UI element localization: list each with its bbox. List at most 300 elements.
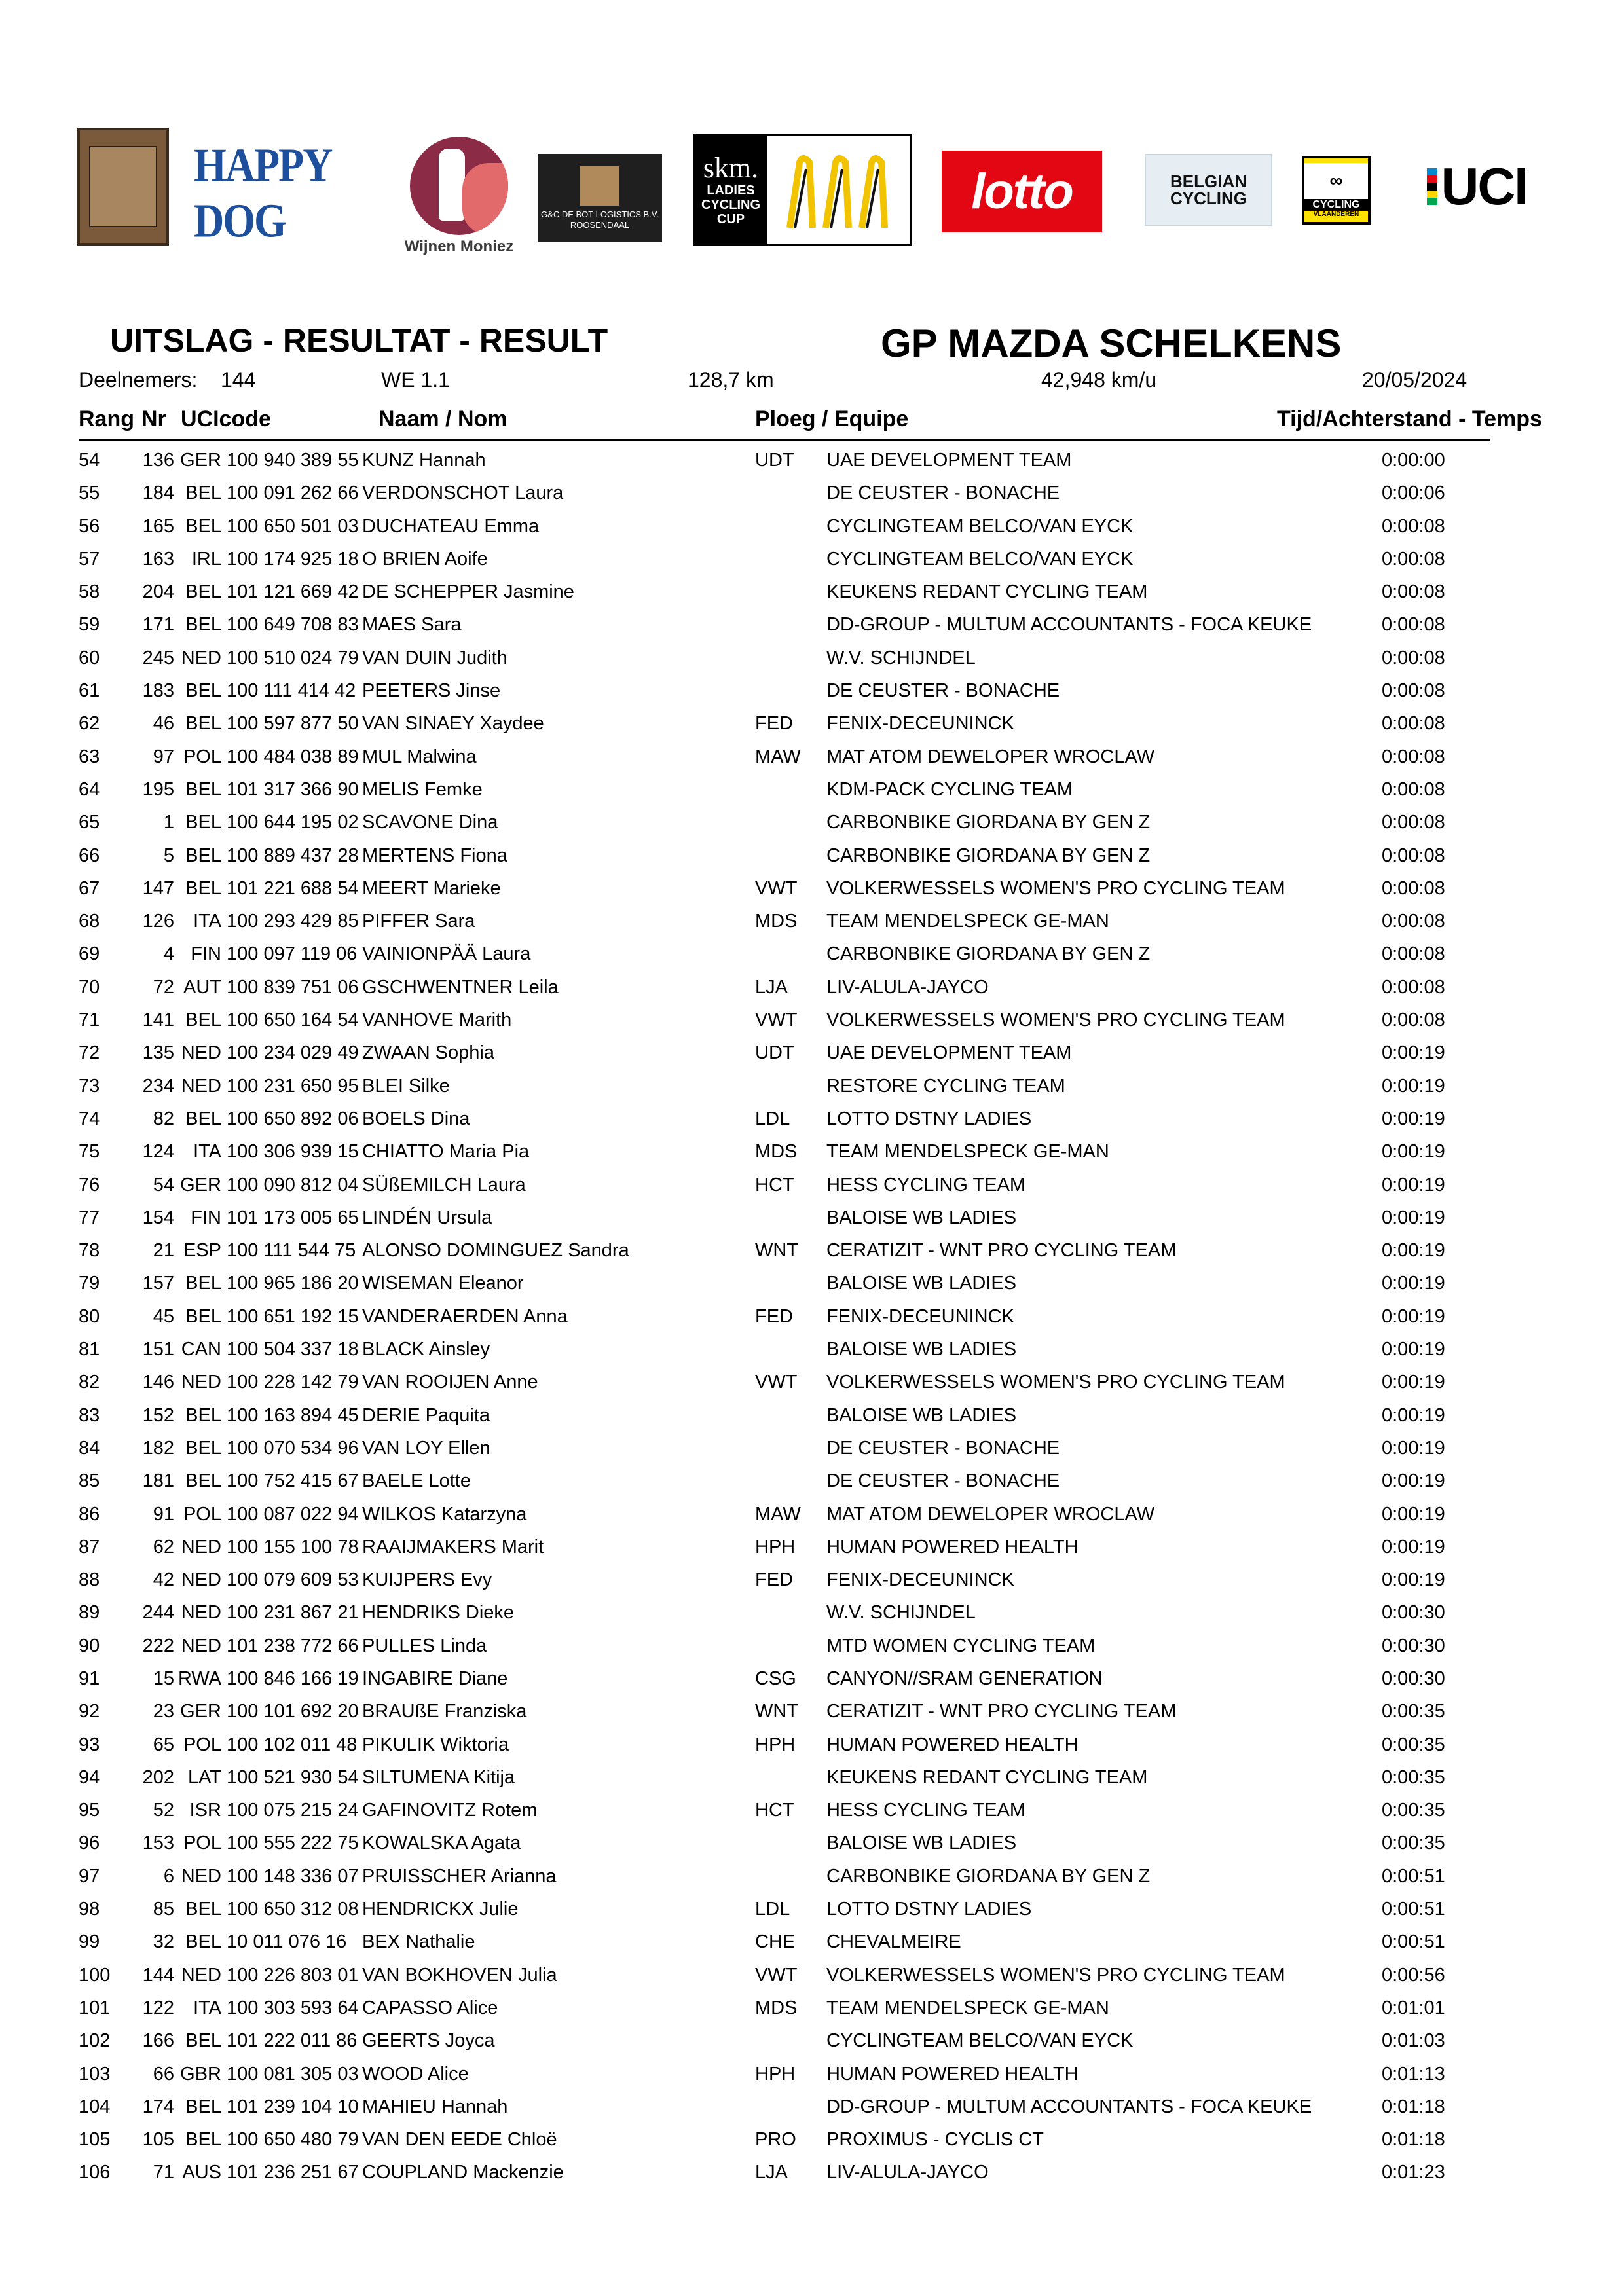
team-name-cell: DD-GROUP - MULTUM ACCOUNTANTS - FOCA KEUKE [826,2096,1312,2117]
team-name-cell: DE CEUSTER - BONACHE [826,483,1060,504]
team-name-cell: KEUKENS REDANT CYCLING TEAM [826,581,1148,603]
bib-number-cell: 72 [153,976,174,998]
uci-code-cell: 100 226 803 01 [227,1964,359,1986]
race-category: WE 1.1 [381,368,450,392]
team-name-cell: KDM-PACK CYCLING TEAM [826,778,1073,800]
bib-number-cell: 152 [142,1404,174,1426]
uci-code-cell: 100 650 312 08 [227,1899,359,1920]
rank-cell: 58 [79,581,100,603]
time-gap-cell: 0:00:51 [1382,1899,1445,1920]
rider-name-cell: O BRIEN Aoife [362,548,488,570]
time-gap-cell: 0:00:19 [1382,1437,1445,1459]
rider-name-cell: PIFFER Sara [362,911,475,932]
bib-number-cell: 181 [142,1470,174,1492]
country-cell: BEL [185,1010,221,1031]
rank-cell: 103 [79,2063,111,2085]
table-row [0,1267,1624,1300]
time-gap-cell: 0:00:35 [1382,1832,1445,1854]
team-name-cell: UAE DEVELOPMENT TEAM [826,1042,1072,1064]
uci-code-cell: 101 222 011 86 [227,2030,358,2052]
time-gap-cell: 0:00:19 [1382,1536,1445,1558]
country-cell: ITA [193,1141,221,1163]
country-cell: AUS [182,2162,221,2183]
bib-number-cell: 85 [153,1899,174,1920]
team-name-cell: CHEVALMEIRE [826,1931,961,1953]
skm-ladies-cycling-cup-logo [693,134,912,246]
team-code-cell: MDS [755,911,798,932]
bib-number-cell: 21 [153,1240,174,1262]
uci-code-cell: 100 111 544 75 [227,1240,356,1262]
rider-name-cell: PEETERS Jinse [362,680,501,702]
uci-code-cell: 100 650 480 79 [227,2129,359,2151]
country-cell: ITA [193,911,221,932]
country-cell: IRL [191,548,221,570]
wine-bottle-icon [410,137,508,235]
degebot-mark-icon [580,166,619,206]
rank-cell: 67 [79,877,100,899]
team-code-cell: VWT [755,1964,798,1986]
rider-name-cell: WILKOS Katarzyna [362,1503,527,1525]
table-row [0,444,1624,477]
country-cell: NED [181,1964,221,1986]
table-row [0,707,1624,740]
country-cell: BEL [185,483,221,504]
bib-number-cell: 15 [153,1667,174,1689]
rider-name-cell: INGABIRE Diane [362,1667,508,1689]
rank-cell: 79 [79,1273,100,1294]
rider-name-cell: DERIE Paquita [362,1404,490,1426]
table-row [0,510,1624,543]
rider-name-cell: KUNZ Hannah [362,450,486,471]
country-cell: NED [181,647,221,668]
rank-cell: 81 [79,1339,100,1360]
rank-cell: 78 [79,1240,100,1262]
rank-cell: 66 [79,845,100,866]
rank-cell: 99 [79,1931,100,1953]
team-name-cell: FENIX-DECEUNINCK [826,1305,1014,1327]
belgian-cycling-logo [1145,154,1272,226]
team-name-cell: UAE DEVELOPMENT TEAM [826,450,1072,471]
bib-number-cell: 52 [153,1800,174,1821]
rider-name-cell: COUPLAND Mackenzie [362,2162,564,2183]
country-cell: GER [180,450,221,471]
rider-name-cell: VANHOVE Marith [362,1010,512,1031]
rider-name-cell: MAHIEU Hannah [362,2096,508,2117]
rank-cell: 93 [79,1734,100,1755]
rank-cell: 105 [79,2129,111,2151]
country-cell: NED [181,1569,221,1591]
team-code-cell: LJA [755,2162,788,2183]
uci-code-cell: 100 228 142 79 [227,1372,359,1393]
time-gap-cell: 0:00:19 [1382,1141,1445,1163]
rank-cell: 61 [79,680,100,702]
cyclists-icon [777,149,904,234]
rider-name-cell: VAN SINAEY Xaydee [362,713,544,735]
bib-number-cell: 65 [153,1734,174,1755]
team-code-cell: CHE [755,1931,796,1953]
country-cell: BEL [185,2030,221,2052]
time-gap-cell: 0:00:19 [1382,1339,1445,1360]
time-gap-cell: 0:00:08 [1382,877,1445,899]
team-name-cell: CANYON//SRAM GENERATION [826,1667,1103,1689]
table-row [0,806,1624,839]
bib-number-cell: 195 [142,778,174,800]
table-row [0,773,1624,806]
team-name-cell: BALOISE WB LADIES [826,1404,1017,1426]
rank-cell: 65 [79,812,100,833]
bib-number-cell: 151 [142,1339,174,1360]
table-row [0,1300,1624,1333]
bib-number-cell: 4 [163,943,174,965]
time-gap-cell: 0:00:08 [1382,746,1445,767]
table-row [0,575,1624,608]
uci-code-cell: 101 239 104 10 [227,2096,359,2117]
table-row [0,608,1624,641]
bib-number-cell: 165 [142,515,174,537]
cycling-vlaanderen-sublabel: VLAANDEREN [1313,210,1359,218]
uci-code-cell: 101 173 005 65 [227,1207,359,1228]
table-row [0,1498,1624,1531]
country-cell: ESP [183,1240,221,1262]
time-gap-cell: 0:00:00 [1382,450,1445,471]
bib-number-cell: 1 [163,812,174,833]
rider-name-cell: ZWAAN Sophia [362,1042,494,1064]
uci-code-cell: 100 839 751 06 [227,976,359,998]
country-cell: BEL [185,778,221,800]
rank-cell: 74 [79,1108,100,1129]
team-name-cell: VOLKERWESSELS WOMEN'S PRO CYCLING TEAM [826,877,1285,899]
bib-number-cell: 146 [142,1372,174,1393]
uci-code-cell: 100 650 164 54 [227,1010,359,1031]
country-cell: BEL [185,845,221,866]
rider-name-cell: BLEI Silke [362,1075,450,1097]
bib-number-cell: 91 [153,1503,174,1525]
team-name-cell: CARBONBIKE GIORDANA BY GEN Z [826,1865,1151,1887]
team-code-cell: WNT [755,1240,799,1262]
table-row [0,1893,1624,1925]
time-gap-cell: 0:00:06 [1382,483,1445,504]
rank-cell: 70 [79,976,100,998]
time-gap-cell: 0:01:18 [1382,2129,1445,2151]
table-row [0,1563,1624,1596]
skm-wordmark: skm. [703,152,759,184]
cycling-vlaanderen-logo [1302,156,1371,225]
country-cell: POL [183,1832,221,1854]
country-cell: ITA [193,1997,221,2018]
country-cell: BEL [185,1899,221,1920]
team-name-cell: LIV-ALULA-JAYCO [826,2162,989,2183]
rider-name-cell: SCAVONE Dina [362,812,498,833]
team-code-cell: WNT [755,1701,799,1722]
bib-number-cell: 46 [153,713,174,735]
team-code-cell: HCT [755,1800,794,1821]
team-code-cell: FED [755,713,793,735]
uci-code-cell: 100 155 100 78 [227,1536,359,1558]
rank-cell: 87 [79,1536,100,1558]
rank-cell: 71 [79,1010,100,1031]
header-divider [79,439,1490,441]
rainbow-stripes-icon [1427,168,1437,205]
bib-number-cell: 154 [142,1207,174,1228]
team-code-cell: VWT [755,1372,798,1393]
rank-cell: 97 [79,1865,100,1887]
team-name-cell: LOTTO DSTNY LADIES [826,1108,1032,1129]
time-gap-cell: 0:00:35 [1382,1701,1445,1722]
table-row [0,674,1624,707]
uci-code-cell: 101 317 366 90 [227,778,359,800]
team-code-cell: VWT [755,1010,798,1031]
country-cell: BEL [185,877,221,899]
team-code-cell: FED [755,1569,793,1591]
country-cell: NED [181,1075,221,1097]
country-cell: POL [183,746,221,767]
uci-code-cell: 100 090 812 04 [227,1174,359,1195]
uci-code-cell: 100 293 429 85 [227,911,359,932]
time-gap-cell: 0:00:19 [1382,1569,1445,1591]
country-cell: GBR [180,2063,221,2085]
time-gap-cell: 0:01:23 [1382,2162,1445,2183]
team-name-cell: VOLKERWESSELS WOMEN'S PRO CYCLING TEAM [826,1964,1285,1986]
team-name-cell: TEAM MENDELSPECK GE-MAN [826,1997,1109,2018]
bib-number-cell: 126 [142,911,174,932]
team-code-cell: MDS [755,1997,798,2018]
team-code-cell: CSG [755,1667,796,1689]
team-name-cell: KEUKENS REDANT CYCLING TEAM [826,1766,1148,1788]
uci-code-cell: 100 070 534 96 [227,1437,359,1459]
lotto-logo [942,151,1102,232]
rider-name-cell: VAINIONPÄÄ Laura [362,943,531,965]
table-row [0,872,1624,905]
rank-cell: 73 [79,1075,100,1097]
country-cell: BEL [185,1931,221,1953]
uci-code-cell: 101 238 772 66 [227,1635,359,1656]
time-gap-cell: 0:00:08 [1382,911,1445,932]
rank-cell: 54 [79,450,100,471]
rank-cell: 92 [79,1701,100,1722]
column-header-ploeg: Ploeg / Equipe [755,407,909,431]
uci-code-cell: 100 504 337 18 [227,1339,359,1360]
rank-cell: 102 [79,2030,111,2052]
time-gap-cell: 0:00:35 [1382,1800,1445,1821]
uci-code-cell: 100 148 336 07 [227,1865,359,1887]
time-gap-cell: 0:00:19 [1382,1305,1445,1327]
team-name-cell: TEAM MENDELSPECK GE-MAN [826,911,1109,932]
rider-name-cell: BAELE Lotte [362,1470,471,1492]
time-gap-cell: 0:00:08 [1382,581,1445,603]
rider-name-cell: VAN BOKHOVEN Julia [362,1964,557,1986]
team-name-cell: BALOISE WB LADIES [826,1273,1017,1294]
rank-cell: 96 [79,1832,100,1854]
uci-wordmark: UCI [1441,157,1528,215]
uci-logo [1413,151,1541,223]
uci-code-cell: 100 231 650 95 [227,1075,359,1097]
rider-name-cell: CHIATTO Maria Pia [362,1141,530,1163]
table-row [0,1630,1624,1662]
team-name-cell: MTD WOMEN CYCLING TEAM [826,1635,1096,1656]
bib-number-cell: 182 [142,1437,174,1459]
uci-code-cell: 100 111 414 42 [227,680,356,702]
rider-name-cell: MERTENS Fiona [362,845,507,866]
team-code-cell: MAW [755,746,801,767]
rider-name-cell: RAAIJMAKERS Marit [362,1536,544,1558]
time-gap-cell: 0:00:08 [1382,845,1445,866]
team-name-cell: CERATIZIT - WNT PRO CYCLING TEAM [826,1240,1177,1262]
team-code-cell: UDT [755,1042,794,1064]
bib-number-cell: 6 [163,1865,174,1887]
bib-number-cell: 166 [142,2030,174,2052]
degebot-label: G&C DE BOT LOGISTICS B.V. ROOSENDAAL [541,209,659,230]
country-cell: BEL [185,680,221,702]
uci-code-cell: 100 649 708 83 [227,614,359,636]
team-name-cell: TEAM MENDELSPECK GE-MAN [826,1141,1109,1163]
rider-name-cell: BOELS Dina [362,1108,470,1129]
rider-name-cell: CAPASSO Alice [362,1997,498,2018]
rider-name-cell: KOWALSKA Agata [362,1832,521,1854]
rank-cell: 85 [79,1470,100,1492]
table-row [0,2156,1624,2189]
rider-name-cell: GSCHWENTNER Leila [362,976,559,998]
uci-code-cell: 100 484 038 89 [227,746,359,767]
result-title: UITSLAG - RESULTAT - RESULT [110,322,608,359]
bib-number-cell: 153 [142,1832,174,1854]
team-name-cell: DE CEUSTER - BONACHE [826,680,1060,702]
uci-code-cell: 100 650 501 03 [227,515,359,537]
team-name-cell: PROXIMUS - CYCLIS CT [826,2129,1044,2151]
team-name-cell: CARBONBIKE GIORDANA BY GEN Z [826,943,1151,965]
table-row [0,740,1624,773]
time-gap-cell: 0:00:51 [1382,1865,1445,1887]
country-cell: BEL [185,812,221,833]
time-gap-cell: 0:00:19 [1382,1404,1445,1426]
time-gap-cell: 0:00:08 [1382,812,1445,833]
rank-cell: 104 [79,2096,111,2117]
bib-number-cell: 234 [142,1075,174,1097]
uci-code-cell: 100 889 437 28 [227,845,359,866]
table-row [0,1036,1624,1069]
rank-cell: 57 [79,548,100,570]
participants-label: Deelnemers: [79,368,198,392]
rider-name-cell: MAES Sara [362,614,462,636]
rank-cell: 76 [79,1174,100,1195]
table-row [0,1662,1624,1695]
table-row [0,1366,1624,1398]
time-gap-cell: 0:00:08 [1382,614,1445,636]
team-name-cell: VOLKERWESSELS WOMEN'S PRO CYCLING TEAM [826,1010,1285,1031]
uci-code-cell: 101 236 251 67 [227,2162,359,2183]
country-cell: NED [181,1042,221,1064]
team-name-cell: FENIX-DECEUNINCK [826,713,1014,735]
happy-dog-logo [194,138,367,247]
table-row [0,1399,1624,1432]
team-code-cell: HPH [755,1734,796,1755]
participants-count: 144 [220,368,256,392]
country-cell: GER [180,1701,221,1722]
rank-cell: 64 [79,778,100,800]
team-name-cell: CYCLINGTEAM BELCO/VAN EYCK [826,548,1134,570]
team-code-cell: HCT [755,1174,794,1195]
rider-name-cell: ALONSO DOMINGUEZ Sandra [362,1240,629,1262]
rank-cell: 59 [79,614,100,636]
uci-code-cell: 100 650 892 06 [227,1108,359,1129]
bib-number-cell: 157 [142,1273,174,1294]
uci-code-cell: 100 081 305 03 [227,2063,359,2085]
time-gap-cell: 0:00:08 [1382,778,1445,800]
uci-code-cell: 100 087 022 94 [227,1503,359,1525]
table-row [0,1234,1624,1267]
time-gap-cell: 0:01:18 [1382,2096,1445,2117]
bib-number-cell: 245 [142,647,174,668]
cycling-vlaanderen-label: CYCLING [1304,199,1368,211]
wijnen-moniez-logo [397,131,521,262]
uci-code-cell: 100 079 609 53 [227,1569,359,1591]
rank-cell: 62 [79,713,100,735]
table-row [0,642,1624,674]
rank-cell: 56 [79,515,100,537]
rider-name-cell: PRUISSCHER Arianna [362,1865,557,1887]
table-row [0,1794,1624,1827]
team-name-cell: CERATIZIT - WNT PRO CYCLING TEAM [826,1701,1177,1722]
country-cell: NED [181,1536,221,1558]
time-gap-cell: 0:01:03 [1382,2030,1445,2052]
time-gap-cell: 0:00:51 [1382,1931,1445,1953]
time-gap-cell: 0:00:19 [1382,1042,1445,1064]
rank-cell: 60 [79,647,100,668]
rider-name-cell: MELIS Femke [362,778,483,800]
uci-code-cell: 100 102 011 48 [227,1734,358,1755]
column-header-ucicode: UCIcode [181,407,271,431]
rank-cell: 101 [79,1997,111,2018]
team-name-cell: VOLKERWESSELS WOMEN'S PRO CYCLING TEAM [826,1372,1285,1393]
time-gap-cell: 0:00:08 [1382,647,1445,668]
rank-cell: 72 [79,1042,100,1064]
country-cell: GER [180,1174,221,1195]
rider-name-cell: VERDONSCHOT Laura [362,483,564,504]
uci-code-cell: 100 521 930 54 [227,1766,359,1788]
team-name-cell: W.V. SCHIJNDEL [826,1602,976,1624]
table-row [0,1201,1624,1234]
time-gap-cell: 0:00:19 [1382,1503,1445,1525]
bib-number-cell: 5 [163,845,174,866]
bib-number-cell: 105 [142,2129,174,2151]
time-gap-cell: 0:00:19 [1382,1108,1445,1129]
country-cell: BEL [185,1305,221,1327]
time-gap-cell: 0:00:19 [1382,1174,1445,1195]
time-gap-cell: 0:00:30 [1382,1602,1445,1624]
column-header-rang: Rang [79,407,134,431]
bib-number-cell: 122 [142,1997,174,2018]
infinity-icon: ∞ [1304,163,1368,199]
time-gap-cell: 0:00:08 [1382,548,1445,570]
bib-number-cell: 147 [142,877,174,899]
sponsor-logos [77,124,1538,268]
country-cell: NED [181,1865,221,1887]
table-row [0,1925,1624,1958]
team-code-cell: HPH [755,2063,796,2085]
race-distance: 128,7 km [688,368,774,392]
team-name-cell: HESS CYCLING TEAM [826,1174,1026,1195]
time-gap-cell: 0:00:08 [1382,680,1445,702]
country-cell: BEL [185,581,221,603]
time-gap-cell: 0:01:01 [1382,1997,1445,2018]
bib-number-cell: 222 [142,1635,174,1656]
uci-code-cell: 100 940 389 55 [227,450,359,471]
time-gap-cell: 0:00:08 [1382,976,1445,998]
table-row [0,971,1624,1004]
degebot-emblem-icon [89,146,157,227]
rank-cell: 80 [79,1305,100,1327]
country-cell: NED [181,1372,221,1393]
uci-code-cell: 100 510 024 79 [227,647,359,668]
